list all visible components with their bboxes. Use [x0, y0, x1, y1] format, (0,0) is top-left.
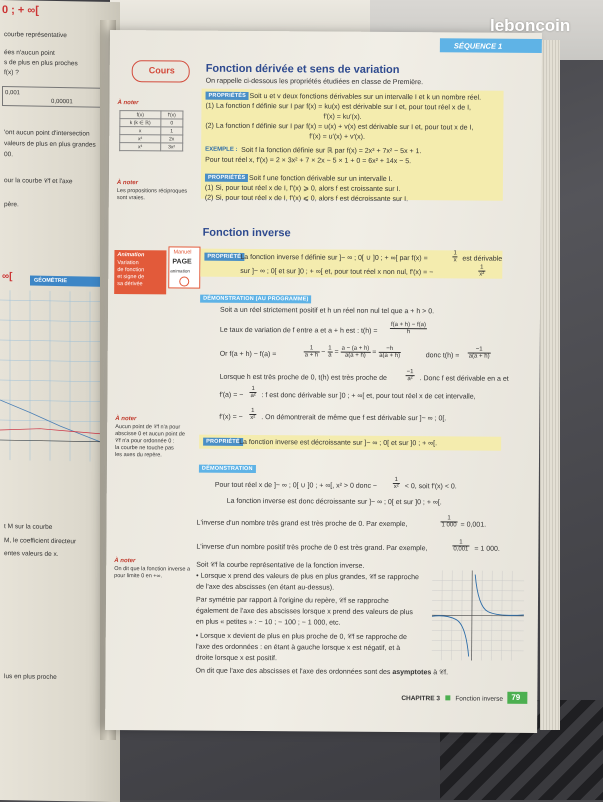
left-line: lus en plus proche [4, 673, 57, 681]
left-cell: 0,001 [5, 90, 21, 97]
left-heading: 0 ; + ∞[ [2, 4, 39, 17]
bullet-line: Soit 𝒞f la courbe représentative de la fonction inverse. [196, 561, 365, 570]
left-cell: 0,00001 [51, 98, 73, 106]
derivative-x-fraction: $\frac{1}{\text{x²}}$ [250, 407, 256, 422]
badge-text: animation [170, 268, 190, 274]
left-table [2, 86, 102, 108]
table-header: f(x) [120, 111, 161, 119]
property-tag: PROPRIÉTÉ [203, 438, 243, 446]
demo-line: Soit a un réel strictement positif et h un réel non nul tel que a + h > 0. [220, 306, 435, 316]
table-cell: x³ [120, 143, 161, 151]
table-cell: 3x² [160, 143, 182, 151]
table-cell: x² [120, 135, 161, 143]
prop-line: Soit u et v deux fonctions dérivables sur un intervalle I et k un nombre réel. [249, 92, 482, 102]
demo-line: Or f(a + h) − f(a) = [219, 350, 277, 359]
footer-square-icon [445, 695, 450, 700]
animation-text: de fonction [117, 267, 145, 274]
animation-title: Animation [117, 252, 145, 259]
text-line: L'inverse d'un nombre très grand est très proche de 0. Par exemple, [196, 519, 408, 529]
page-stack-edge [540, 40, 560, 730]
note-text: les axes du repère. [115, 452, 162, 459]
section-title-derivee: Fonction dérivée et sens de variation [205, 62, 400, 77]
prop-line: (1) La fonction f définie sur I par f(x) = ku(x) est dérivable sur I et, pour tout réel x de I, [205, 102, 472, 112]
table-cell: 2x [160, 135, 182, 143]
one-over-thousand-fraction: $\frac{1}{1 000}$ [441, 515, 457, 529]
table-cell: k (k ∈ ℝ) [120, 119, 161, 127]
note-title: À noter [117, 100, 139, 107]
bullet-line: l'axe des ordonnées : en étant à gauche lorsque x est négatif, et à [195, 643, 401, 653]
table-cell: 1 [161, 127, 183, 135]
cours-badge [132, 60, 190, 82]
prop-line: f′(x) = u′(x) + v′(x). [309, 133, 365, 141]
bullet-line: en plus « petites » : − 10 ; − 100 ; − 1 000, etc. [195, 618, 341, 627]
left-line: f(x) ? [4, 69, 19, 77]
demo-line: . Donc f est dérivable en a et [419, 375, 509, 383]
example-line: Pour tout réel x, f′(x) = 2 × 3x² + 7 × 2x − 5 × 1 + 0 = 6x² + 14x − 5. [205, 156, 412, 166]
fraction-one-over-x-squared: $\frac{1}{\text{x²}}$ [479, 264, 485, 278]
text-line: = 0,001. [460, 521, 487, 529]
demo-line: < 0, soit f′(x) < 0. [404, 483, 457, 491]
animation-box [114, 250, 166, 294]
left-line: ées n'aucun point [4, 49, 55, 57]
prop-line: La fonction inverse est décroissante sur ]− ∞ ; 0[ et sur ]0 ; + ∞[. [239, 438, 438, 448]
properties-tag: PROPRIÉTÉS [206, 92, 250, 100]
demo-tag: DÉMONSTRATION (AU PROGRAMME) [200, 295, 311, 304]
badge-text: Manuel [173, 249, 192, 256]
asymptotes-word: asymptotes [392, 668, 432, 677]
left-line: courbe représentative [4, 31, 67, 40]
properties-tag: PROPRIÉTÉS [205, 174, 249, 182]
prop-line: (2) Si, pour tout réel x de I, f′(x) ⩽ 0, alors f est décroissante sur I. [204, 194, 409, 204]
page-number: 79 [511, 692, 521, 702]
prop-line: est dérivable [462, 255, 503, 263]
prop-line: (2) La fonction f définie sur I par f(x) = u(x) + v(x) est dérivable sur I et, pour tout x de I, [205, 122, 474, 132]
demo-line: Le taux de variation de f entre a et a + h est : t(h) = [219, 326, 378, 335]
geometrie-label: GÉOMÉTRIE [34, 277, 68, 285]
demo-line: Lorsque h est très proche de 0, t(h) est très proche de [219, 373, 387, 382]
bullet-text: On dit que l'axe des abscisses et l'axe des ordonnées sont des [195, 667, 391, 676]
bullet-line: de l'axe des abscisses (en étant au-dessus). [196, 583, 335, 592]
bullet-line: également de l'axe des abscisses lorsque x prend des valeurs de plus [195, 607, 413, 617]
note-text: 𝒞f n'a pour ordonnée 0 : [115, 438, 175, 445]
rate-result-fraction: $\frac{-1}{a(a + h)}$ [468, 346, 490, 360]
prop-line: Soit f une fonction dérivable sur un intervalle I. [248, 174, 393, 183]
footer-section: Fonction inverse [455, 695, 504, 703]
badge-text: PAGE [172, 258, 192, 266]
limit-fraction: $\frac{-1}{\text{a²}}$ [406, 369, 414, 383]
derivative-a-fraction: $\frac{1}{\text{a²}}$ [250, 385, 256, 400]
negative-inverse-square-fraction: $\frac{1}{\text{x²}}$ [393, 476, 399, 491]
inverse-function-graph [432, 570, 525, 661]
prop-line: La fonction inverse f définie sur ]− ∞ ; 0[ ∪ ]0 ; + ∞[ par f(x) = [240, 253, 428, 263]
rate-fraction: $\frac{f(a + h) - f(a)}{h}$ [390, 321, 426, 336]
bullet-line: • Lorsque x devient de plus en plus proche de 0, 𝒞f se rapproche de [195, 632, 407, 642]
left-graph [0, 290, 110, 462]
left-line: 00. [4, 151, 14, 159]
property-tag: PROPRIÉTÉ [204, 253, 244, 261]
fraction-one-over-x: $\frac{1}{x}$ [453, 250, 457, 264]
bullet-line: Par symétrie par rapport à l'origine du repère, 𝒞f se rapproche [195, 596, 389, 605]
page-number-badge [507, 692, 527, 704]
main-page [105, 30, 542, 733]
difference-fractions: $\frac{1}{a + h}$ − $\frac{1}{a}$ = $\frac{a - (a + h)}{a(a + h)}$ = $\frac{-h}{a(a + h)}$ [304, 345, 401, 360]
sequence-banner [440, 38, 542, 53]
prop-line: (1) Si, pour tout réel x de I, f′(x) ⩾ 0, alors f est croissante sur I. [204, 184, 401, 194]
left-line: s de plus en plus proches [4, 59, 78, 68]
bullet-line: • Lorsque x prend des valeurs de plus en plus grandes, 𝒞f se rapproche [196, 572, 419, 582]
demo-line: : f est donc dérivable sur ]0 ; + ∞[ et, pour tout réel x de cet intervalle, [261, 392, 476, 401]
left-line: our la courbe 𝒞f et l'axe [4, 177, 73, 186]
demo-line: La fonction inverse est donc décroissante sur ]− ∞ ; 0[ et sur ]0 ; + ∞[. [226, 497, 442, 507]
note-title: À noter [115, 416, 137, 423]
footer-chapter: CHAPITRE 3 [401, 695, 441, 703]
left-line: M, le coefficient directeur [4, 537, 77, 546]
table-cell: x [120, 127, 161, 135]
example-tag: EXEMPLE : [205, 146, 238, 153]
text-line: L'inverse d'un nombre positif très proche de 0 est très grand. Par exemple, [196, 543, 428, 553]
note-title: À noter [116, 180, 138, 187]
demo-line: Pour tout réel x de ]− ∞ ; 0[ ∪ ]0 ; + ∞[, x² > 0 donc − [214, 481, 378, 490]
geometrie-tag [30, 276, 104, 287]
animation-text: sa dérivée [117, 281, 143, 288]
note-text: la courbe ne touche pas [115, 445, 174, 452]
left-line: 'ont aucun point d'intersection [4, 129, 90, 138]
left-line: valeurs de plus en plus grandes [4, 140, 96, 149]
example-line: Soit f la fonction définie sur ℝ par f(x) = 2x³ + 7x² − 5x + 1. [241, 146, 422, 156]
animation-badge[interactable] [168, 246, 200, 288]
demo-line: f′(x) = − [219, 413, 243, 421]
note-text: pour limite 0 en +∞. [114, 573, 163, 580]
bullet-text: à 𝒞f. [433, 669, 449, 677]
text-line: = 1 000. [474, 545, 500, 553]
sequence-label: SÉQUENCE 1 [453, 41, 503, 51]
bullet-line: droite lorsque x est positif. [195, 654, 277, 663]
demo-line: f′(a) = − [219, 391, 244, 399]
left-line: père. [4, 201, 19, 209]
bullet-line-asymptotes [195, 667, 448, 678]
demo-line: donc t(h) = [425, 352, 460, 360]
cours-label: Cours [148, 65, 175, 76]
table-cell: 0 [161, 119, 183, 127]
play-icon [179, 276, 189, 286]
note-text: sont vraies. [116, 195, 145, 202]
prop-line: f′(x) = ku′(x). [323, 113, 362, 121]
note-text: On dit que la fonction inverse a [114, 566, 191, 573]
one-over-small-fraction: $\frac{1}{0,001}$ [453, 539, 469, 553]
prop-line: sur ]− ∞ ; 0[ et sur ]0 ; + ∞[ et, pour tout réel x non nul, f′(x) = − [240, 267, 434, 277]
note-title: À noter [114, 558, 136, 565]
note-text: Aucun point de 𝒞f n'a pour [115, 424, 181, 431]
left-line: t M sur la courbe [4, 523, 53, 531]
animation-text: et signe de [117, 274, 145, 281]
intro-text: On rappelle ci-dessous les propriétés étudiées en classe de Première. [205, 77, 424, 87]
section-title-inverse: Fonction inverse [202, 226, 291, 240]
demo-line: . On démontrerait de même que f est dérivable sur ]− ∞ ; 0[. [261, 414, 447, 423]
demo-tag: DÉMONSTRATION [199, 465, 256, 473]
left-line: entes valeurs de x. [4, 550, 59, 559]
derivatives-table [119, 110, 183, 151]
left-heading-2: ∞[ [2, 271, 13, 283]
note-text: abscisse 0 et aucun point de [115, 431, 185, 438]
leboncoin-watermark: leboncoin [490, 16, 571, 35]
note-text: Les propositions réciproques [116, 188, 188, 195]
animation-text: Variation [117, 260, 139, 267]
table-header: f′(x) [161, 111, 183, 119]
